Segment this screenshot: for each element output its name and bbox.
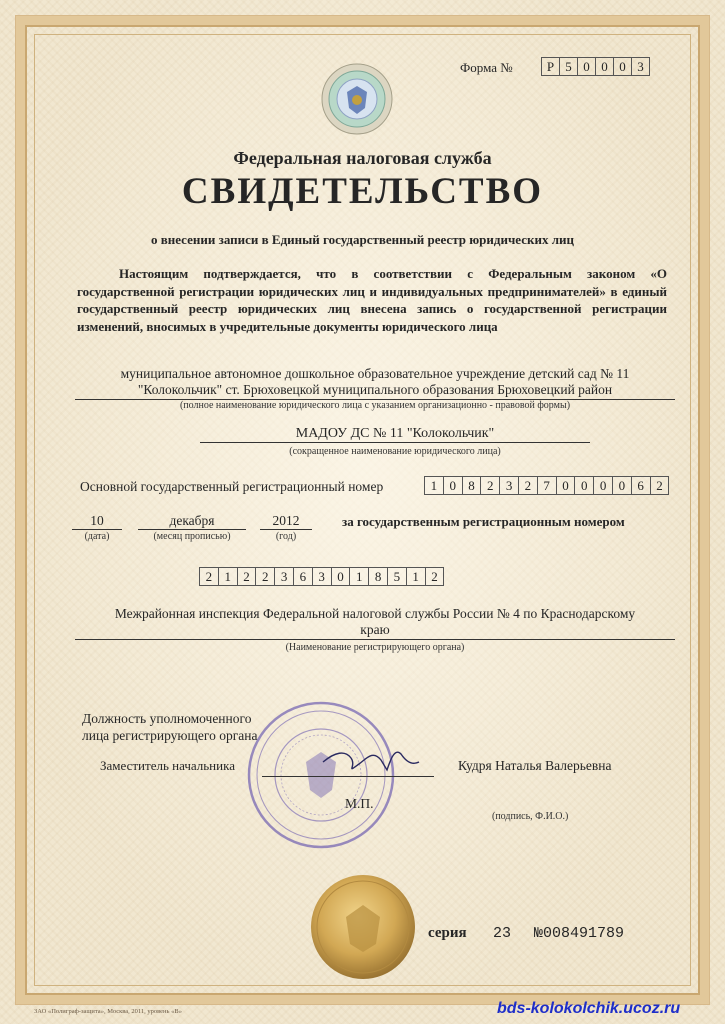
ogrn-digit: 1 xyxy=(425,477,444,494)
printer-imprint: ЗАО «Полиграф-защита», Москва, 2011, уровень «В» xyxy=(34,1008,182,1015)
website-watermark: bds-kolokolchik.ucoz.ru xyxy=(497,1000,681,1017)
grn-digit: 6 xyxy=(294,568,313,585)
grn-number-boxes xyxy=(199,567,444,586)
form-code-char: 0 xyxy=(596,58,614,75)
registering-authority xyxy=(75,606,675,640)
hologram-emblem-icon xyxy=(320,62,394,136)
date-day: 10 xyxy=(72,513,122,530)
ogrn-digit: 0 xyxy=(613,477,632,494)
date-day-caption: (дата) xyxy=(84,531,110,542)
series-number: №008491789 xyxy=(534,925,625,942)
signature-caption: (подпись, Ф.И.О.) xyxy=(492,811,569,822)
full-name-caption: (полное наименование юридического лица с указанием организационно - правовой формы) xyxy=(179,400,571,411)
grn-digit: 8 xyxy=(369,568,388,585)
ogrn-digit: 2 xyxy=(519,477,538,494)
ogrn-digit: 0 xyxy=(594,477,613,494)
form-number-label: Форма № xyxy=(460,60,513,75)
seal-place-label: М.П. xyxy=(345,796,374,811)
signer-position: Заместитель начальника xyxy=(100,758,235,773)
ogrn-digit: 6 xyxy=(632,477,651,494)
date-month: декабря xyxy=(138,513,246,530)
ogrn-label: Основной государственный регистрационный номер xyxy=(80,479,384,494)
form-code-char: 3 xyxy=(637,59,644,74)
ogrn-digit: 8 xyxy=(463,477,482,494)
grn-digit: 2 xyxy=(238,568,257,585)
grn-digit: 3 xyxy=(275,568,294,585)
authority-caption: (Наименование регистрирующего органа) xyxy=(285,642,465,653)
form-code-char: 5 xyxy=(560,58,578,75)
short-name-caption: (сокращенное наименование юридического лица) xyxy=(289,446,501,457)
ogrn-digit: 7 xyxy=(538,477,557,494)
form-code-char: 0 xyxy=(578,58,596,75)
ogrn-digit: 2 xyxy=(481,477,500,494)
organization-full-name-line2: "Колокольчик" ст. Брюховецкой муниципального образования Брюховецкий район xyxy=(137,382,613,397)
ogrn-digit: 0 xyxy=(444,477,463,494)
grn-digit: 2 xyxy=(200,568,219,585)
ogrn-digit: 2 xyxy=(656,478,663,493)
grn-digit: 1 xyxy=(407,568,426,585)
grn-digit: 0 xyxy=(332,568,351,585)
grn-digit: 2 xyxy=(256,568,275,585)
ogrn-digit: 0 xyxy=(557,477,576,494)
position-label-line1: Должность уполномоченного xyxy=(82,711,252,726)
series-label: серия xyxy=(428,925,467,941)
grn-digit: 1 xyxy=(350,568,369,585)
date-month-caption: (месяц прописью) xyxy=(153,531,231,542)
organization-full-name-line1: муниципальное автономное дошкольное образовательное учреждение детский сад № 11 xyxy=(120,366,630,381)
signer-name: Кудря Наталья Валерьевна xyxy=(458,758,612,773)
certification-statement: Настоящим подтверждается, что в соответствии с Федеральным законом «О государственной регистрации юридических лиц и индивидуальных предпринимателей» в единый государственный реестр юридических лиц внесена запись о государственной регистрации изменений, вносимых в учредительные документы юридического лица xyxy=(77,266,667,334)
form-code-char: Р xyxy=(542,58,560,75)
authorized-position-label xyxy=(82,710,257,744)
ogrn-digit: 3 xyxy=(500,477,519,494)
document-subtitle: о внесении записи в Единый государственный реестр юридических лиц xyxy=(150,232,574,247)
document-title: СВИДЕТЕЛЬСТВО xyxy=(181,171,544,212)
handwritten-signature-icon xyxy=(315,740,425,780)
grn-digit: 3 xyxy=(313,568,332,585)
date-year: 2012 xyxy=(260,513,312,530)
form-number-boxes xyxy=(541,57,650,76)
grn-digit: 1 xyxy=(219,568,238,585)
registering-authority-line2: краю xyxy=(360,622,390,637)
date-year-caption: (год) xyxy=(275,531,297,542)
grn-digit: 2 xyxy=(431,569,438,584)
form-code-char: 0 xyxy=(614,58,632,75)
ogrn-digit: 0 xyxy=(575,477,594,494)
agency-name: Федеральная налоговая служба xyxy=(233,148,492,168)
organization-short-name: МАДОУ ДС № 11 "Колокольчик" xyxy=(200,426,590,443)
ogrn-number-boxes xyxy=(424,476,669,495)
gold-seal-icon xyxy=(308,872,418,982)
series-region: 23 xyxy=(493,925,512,942)
position-label-line2: лица регистрирующего органа xyxy=(82,728,258,743)
grn-label: за государственным регистрационным номером xyxy=(342,514,625,529)
grn-digit: 5 xyxy=(388,568,407,585)
organization-full-name xyxy=(75,366,675,400)
registering-authority-line1: Межрайонная инспекция Федеральной налоговой службы России № 4 по Краснодарскому xyxy=(114,606,636,621)
signature-line xyxy=(262,776,434,777)
